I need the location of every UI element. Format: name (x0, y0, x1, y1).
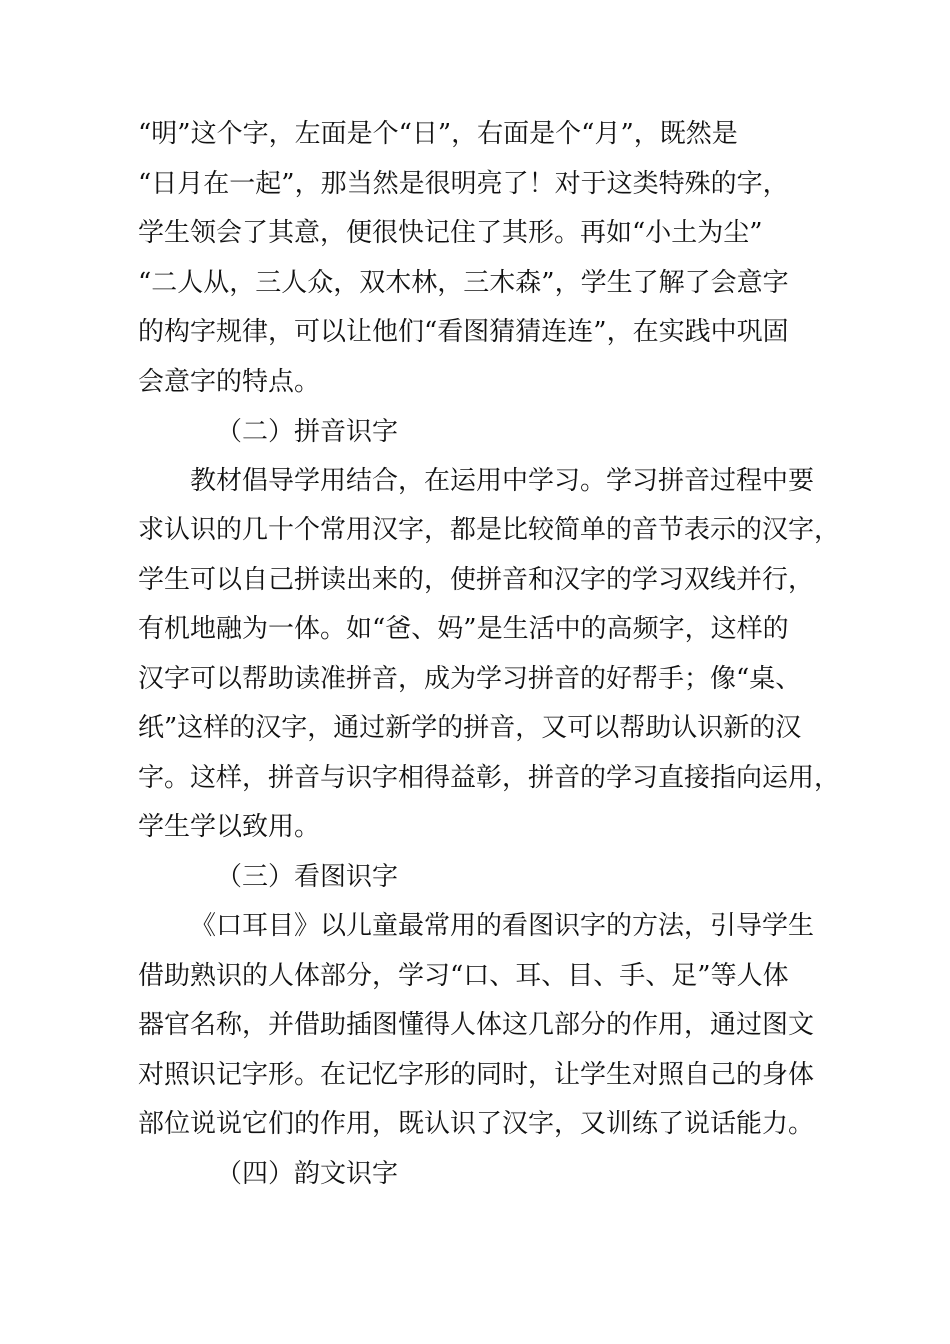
paragraph-line: “明”这个字，左面是个“日”，右面是个“月”，既然是 (138, 119, 738, 149)
paragraph-line: “日月在一起”，那当然是很明亮了！对于这类特殊的字， (138, 169, 789, 199)
section-heading-rhyme: （四）韵文识字 (216, 1159, 399, 1189)
paragraph-line: 纸”这样的汉字，通过新学的拼音，又可以帮助认识新的汉 (138, 713, 802, 743)
paragraph-line: 会意字的特点。 (138, 367, 321, 397)
paragraph-line: 的构字规律，可以让他们“看图猜猜连连”，在实践中巩固 (138, 317, 789, 347)
paragraph-line: “二人从，三人众，双木林，三木森”，学生了解了会意字 (138, 268, 789, 298)
paragraph-line: 《口耳目》以儿童最常用的看图识字的方法，引导学生 (190, 911, 815, 941)
section-heading-pinyin: （二）拼音识字 (216, 417, 399, 447)
paragraph-line: 部位说说它们的作用，既认识了汉字，又训练了说话能力。 (138, 1109, 815, 1139)
paragraph-line: 器官名称，并借助插图懂得人体这几部分的作用，通过图文 (138, 1010, 815, 1040)
paragraph-line: 汉字可以帮助读准拼音，成为学习拼音的好帮手；像“桌、 (138, 664, 802, 694)
paragraph-line: 借助熟识的人体部分，学习“口、耳、目、手、足”等人体 (138, 961, 789, 991)
paragraph-line: 求认识的几十个常用汉字，都是比较简单的音节表示的汉字， (138, 515, 841, 545)
paragraph-line: 字。这样，拼音与识字相得益彰，拼音的学习直接指向运用， (138, 763, 841, 793)
section-heading-picture: （三）看图识字 (216, 862, 399, 892)
paragraph-line: 学生可以自己拼读出来的，使拼音和汉字的学习双线并行， (138, 565, 815, 595)
paragraph-line: 对照识记字形。在记忆字形的同时，让学生对照自己的身体 (138, 1060, 815, 1090)
paragraph-line: 学生学以致用。 (138, 812, 321, 842)
paragraph-line: 教材倡导学用结合，在运用中学习。学习拼音过程中要 (190, 466, 815, 496)
paragraph-line: 有机地融为一体。如“爸、妈”是生活中的高频字，这样的 (138, 614, 789, 644)
paragraph-line: 学生领会了其意，便很快记住了其形。再如“小土为尘” (138, 218, 763, 248)
